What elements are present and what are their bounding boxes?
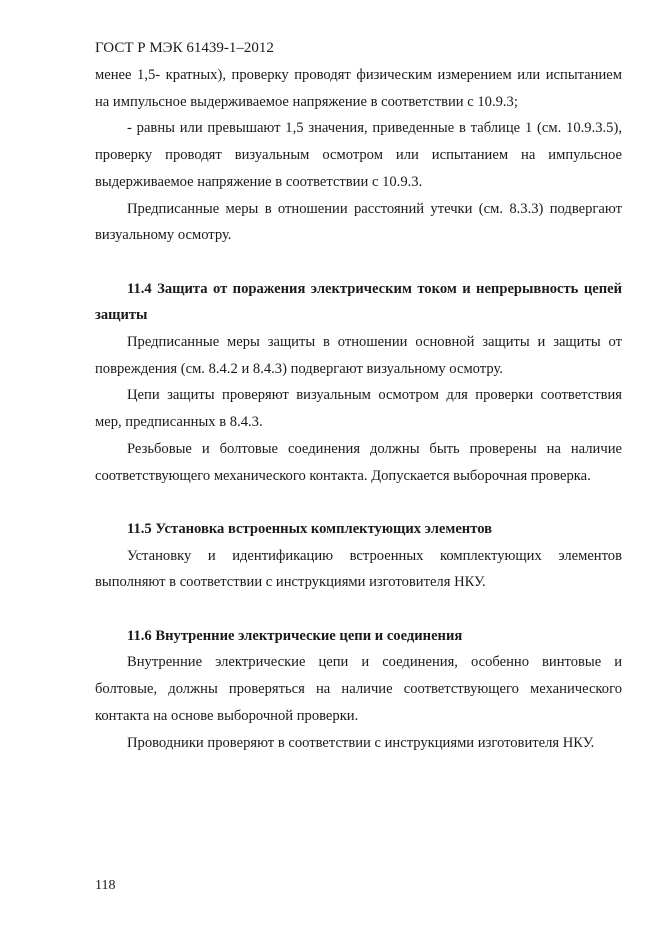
- section-heading-11-5: 11.5 Установка встроенных комплектующих элементов: [127, 520, 493, 537]
- section-heading-11-6: 11.6 Внутренние электрические цепи и соединения: [127, 627, 463, 644]
- section-heading-11-4: 11.4 Защита от поражения электрическим током и непрерывность цепей защиты: [95, 280, 622, 324]
- paragraph: Цепи защиты проверяют визуальным осмотром для проверки соответствия мер, предписанных в 8.4.3.: [95, 387, 622, 431]
- spacer: [95, 249, 622, 276]
- paragraph: Предписанные меры в отношении расстояний утечки (см. 8.3.3) подвергают визуальному осмотру.: [95, 200, 622, 244]
- paragraph: Резьбовые и болтовые соединения должны быть проверены на наличие соответствующего механического контакта. Допускается выборочная проверка.: [95, 440, 622, 484]
- spacer: [95, 489, 622, 516]
- paragraph: - равны или превышают 1,5 значения, приведенные в таблице 1 (см. 10.9.3.5), проверку проводят визуальным осмотром или испытанием на импульсное выдерживаемое напряжение в соответствии с 10.9.3.: [95, 120, 622, 190]
- paragraph: Внутренние электрические цепи и соединения, особенно винтовые и болтовые, должны проверяться на наличие соответствующего механического контакта на основе выборочной проверки.: [95, 654, 622, 724]
- paragraph: Проводники проверяют в соответствии с инструкциями изготовителя НКУ.: [127, 734, 595, 751]
- document-body: [95, 62, 622, 756]
- page-number: 118: [95, 878, 116, 893]
- spacer: [95, 596, 622, 623]
- standard-header: ГОСТ Р МЭК 61439-1–2012: [95, 40, 274, 56]
- paragraph: Установку и идентификацию встроенных комплектующих элементов выполняют в соответствии с инструкциями изготовителя НКУ.: [95, 547, 622, 591]
- paragraph: менее 1,5- кратных), проверку проводят физическим измерением или испытанием на импульсное выдерживаемое напряжение в соответствии с 10.9.3;: [95, 67, 622, 110]
- paragraph: Предписанные меры защиты в отношении основной защиты и защиты от повреждения (см. 8.4.2 и 8.4.3) подвергают визуальному осмотру.: [95, 334, 622, 377]
